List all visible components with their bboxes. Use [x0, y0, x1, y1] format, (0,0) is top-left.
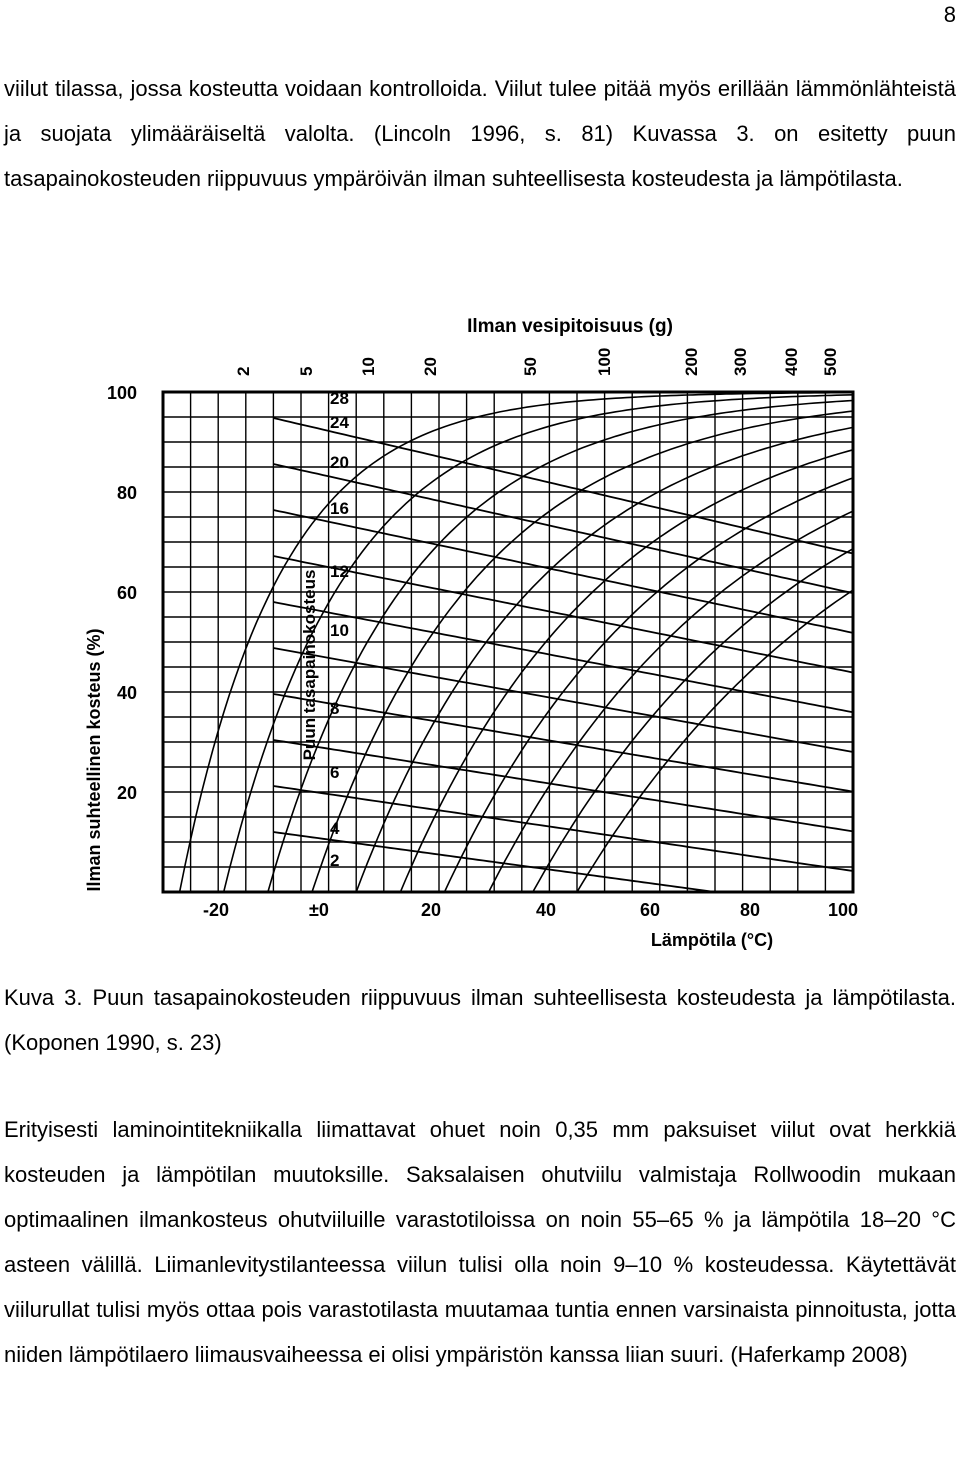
x-tick-label: 20: [420, 900, 442, 920]
y-tick-label: 40: [116, 683, 137, 703]
page-number: 8: [943, 2, 956, 27]
y-tick-label: 100: [106, 383, 137, 403]
top-tick-label: 20: [421, 357, 440, 376]
emc-curve-label: 4: [330, 819, 340, 838]
x-tick-label: 80: [739, 900, 761, 920]
emc-curve-label: 12: [330, 562, 349, 581]
emc-curve-label: 28: [330, 389, 349, 408]
y-tick-label: 80: [116, 483, 137, 503]
emc-curve: [273, 694, 853, 792]
emc-curve-label: 16: [330, 499, 349, 518]
emc-curve-label: 20: [330, 453, 349, 472]
chart-grid: [163, 392, 853, 892]
y-tick-label: 60: [116, 583, 137, 603]
top-tick-label: 100: [595, 347, 614, 376]
inner-axis-label: Puun tasapainokosteus: [300, 569, 319, 761]
x-tick-label: 60: [639, 900, 661, 920]
figure-nomogram: [0, 300, 960, 960]
x-tick-label: 100: [827, 900, 859, 920]
top-axis-title: Ilman vesipitoisuus (g): [467, 316, 673, 337]
emc-curve: [273, 648, 853, 752]
paragraph-intro: viilut tilassa, jossa kosteutta voidaan kontrolloida. Viilut tulee pitää myös erillään lämmönlähteistä ja suojata ylimääräiseltä valolta. (Lincoln 1996, s. 81) Kuvassa 3. on esitetty puun tasapainokosteuden riippuvuus ympäröivän ilman suhteellisesta kosteudesta ja lämpötilasta.: [4, 76, 956, 191]
top-tick-label: 400: [782, 347, 801, 376]
top-tick-label: 5: [297, 366, 316, 376]
y-axis-label: Ilman suhteellinen kosteus (%): [84, 628, 104, 892]
top-tick-label: 50: [521, 357, 540, 376]
emc-curve-label: 24: [330, 413, 349, 432]
y-tick-label: 20: [116, 783, 137, 803]
emc-curve-label: 2: [330, 851, 340, 870]
emc-curve-label: 8: [330, 699, 340, 718]
x-tick-label: 40: [535, 900, 557, 920]
top-tick-label: 200: [682, 347, 701, 376]
top-tick-label: 300: [731, 347, 750, 376]
paragraph-main: Erityisesti laminointitekniikalla liimattavat ohuet noin 0,35 mm paksuiset viilut ovat herkkiä kosteuden ja lämpötilan muutoksille. Saksalaisen ohutviilu valmistaja Rollwoodin mukaan optimaalinen ilmankosteus ohutviiluille varastotiloissa on noin 55–65 % ja lämpötila 18–20 °C asteen välillä. Liimanlevitystilanteessa viilun tulisi olla noin 9–10 % kosteudessa. Käytettävät viilurullat tulisi myös ottaa pois varastotilasta muutamaa tuntia ennen varsinaista pinnoitusta, jotta niiden lämpötilaero liimausvaiheessa ei olisi ympäristön kanssa liian suuri. (Haferkamp 2008): [4, 1117, 956, 1367]
emc-curve-label: 6: [330, 763, 340, 782]
top-tick-label: 10: [359, 357, 378, 376]
emc-curve-label: 10: [330, 621, 349, 640]
x-tick-label: ±0: [309, 900, 329, 920]
x-tick-label: -20: [202, 900, 230, 920]
figure-caption: Kuva 3. Puun tasapainokosteuden riippuvuus ilman suhteellisesta kosteudesta ja lämpötilasta. (Koponen 1990, s. 23): [4, 985, 956, 1055]
top-tick-label: 500: [821, 347, 840, 376]
top-tick-label: 2: [234, 366, 253, 376]
water-content-curve: [533, 549, 853, 892]
emc-curve: [273, 418, 853, 554]
x-axis-label: Lämpötila (°C): [650, 930, 774, 950]
emc-curve: [273, 786, 853, 871]
